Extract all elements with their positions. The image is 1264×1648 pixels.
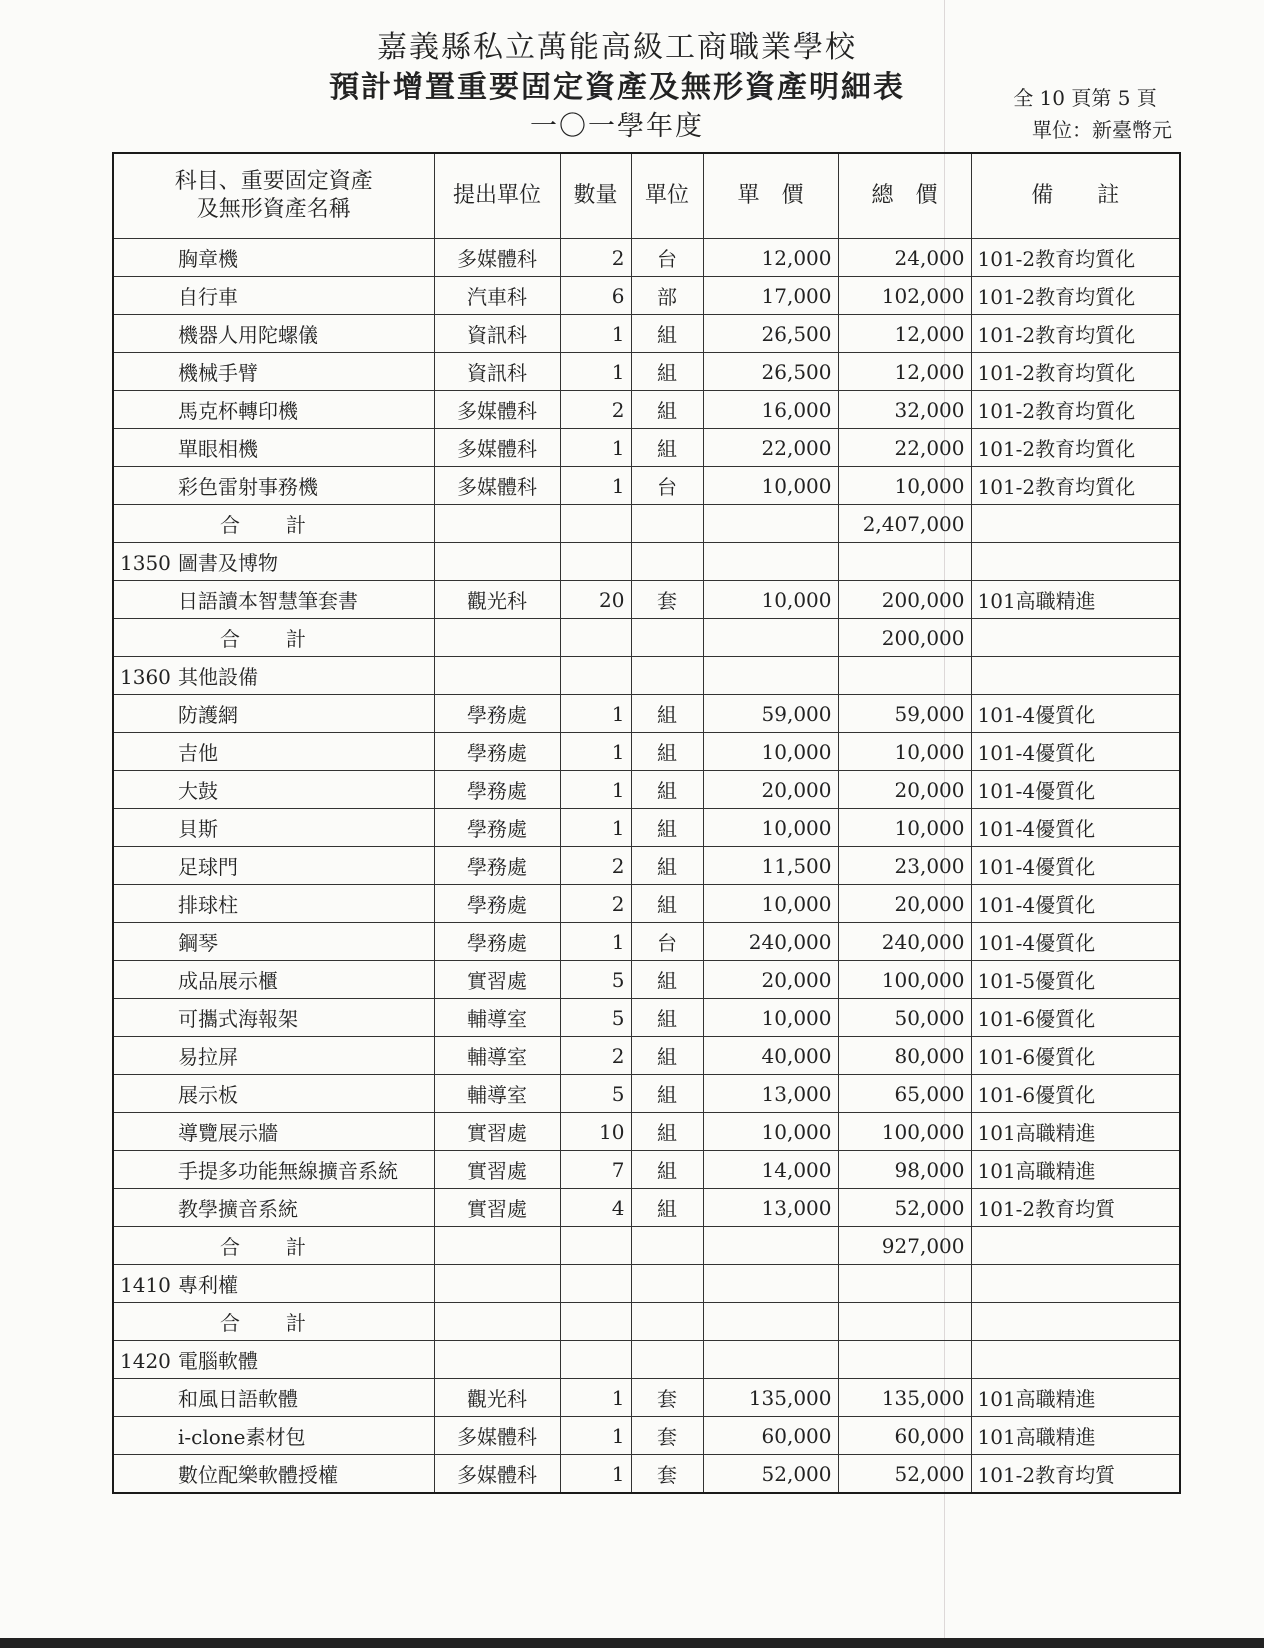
item-name-cell: [113, 961, 434, 999]
subtotal-amount: [838, 1303, 971, 1341]
table-row: [113, 353, 1180, 391]
col-header-name: 科目、重要固定資產 及無形資產名稱: [113, 153, 434, 239]
subtotal-amount: 927,000: [838, 1227, 971, 1265]
item-unit: 套: [631, 581, 703, 619]
item-name: 排球柱: [178, 893, 238, 917]
item-name-cell: [113, 1151, 434, 1189]
item-name: 大鼓: [178, 779, 218, 803]
subtotal-label: 合 計: [113, 1303, 434, 1341]
item-name: 馬克杯轉印機: [178, 399, 298, 423]
table-row: [113, 1189, 1180, 1227]
category-cell: [113, 1265, 434, 1303]
item-price: 16,000: [703, 391, 838, 429]
item-unit: 套: [631, 1379, 703, 1417]
item-remark: 101-6優質化: [971, 1075, 1180, 1113]
item-price: 14,000: [703, 1151, 838, 1189]
scan-edge: [0, 1638, 1264, 1648]
item-name: 易拉屏: [178, 1045, 238, 1069]
item-dept: 多媒體科: [434, 391, 560, 429]
item-remark: 101高職精進: [971, 1151, 1180, 1189]
document-title: 預計增置重要固定資產及無形資產明細表: [329, 70, 905, 105]
item-price: 10,000: [703, 581, 838, 619]
item-qty: 1: [560, 315, 631, 353]
item-dept: 輔導室: [434, 1037, 560, 1075]
item-dept: 資訊科: [434, 315, 560, 353]
academic-year: 一〇一學年度: [530, 111, 704, 142]
item-total: 98,000: [838, 1151, 971, 1189]
item-price: 13,000: [703, 1189, 838, 1227]
item-name-cell: [113, 771, 434, 809]
item-total: 10,000: [838, 733, 971, 771]
subtotal-label: 合 計: [113, 505, 434, 543]
item-name-cell: [113, 315, 434, 353]
table-row: [113, 733, 1180, 771]
subtotal-row: [113, 1227, 1180, 1265]
category-row: [113, 1341, 1180, 1379]
item-name-cell: [113, 581, 434, 619]
item-qty: 5: [560, 999, 631, 1037]
item-price: 20,000: [703, 771, 838, 809]
item-total: 102,000: [838, 277, 971, 315]
item-total: 59,000: [838, 695, 971, 733]
item-name: 鋼琴: [178, 931, 218, 955]
item-name: 機器人用陀螺儀: [178, 323, 318, 347]
subtotal-row: [113, 1303, 1180, 1341]
item-price: 59,000: [703, 695, 838, 733]
item-qty: 6: [560, 277, 631, 315]
item-name-cell: [113, 1037, 434, 1075]
item-total: 10,000: [838, 467, 971, 505]
table-row: [113, 771, 1180, 809]
item-qty: 10: [560, 1113, 631, 1151]
item-name-cell: [113, 1189, 434, 1227]
item-name-cell: [113, 1113, 434, 1151]
category-code: 1420: [120, 1349, 171, 1373]
item-name: 足球門: [178, 855, 238, 879]
item-unit: 組: [631, 1075, 703, 1113]
item-name: 彩色雷射事務機: [178, 475, 318, 499]
item-name-cell: [113, 467, 434, 505]
item-name: 日語讀本智慧筆套書: [178, 589, 358, 613]
item-name: 單眼相機: [178, 437, 258, 461]
item-name-cell: [113, 239, 434, 277]
item-price: 20,000: [703, 961, 838, 999]
item-remark: 101-2教育均質化: [971, 239, 1180, 277]
category-cell: [113, 543, 434, 581]
item-qty: 7: [560, 1151, 631, 1189]
item-name-cell: [113, 733, 434, 771]
item-price: 52,000: [703, 1455, 838, 1494]
item-name-cell: [113, 391, 434, 429]
item-dept: 學務處: [434, 695, 560, 733]
item-dept: 觀光科: [434, 581, 560, 619]
item-remark: 101高職精進: [971, 581, 1180, 619]
item-remark: 101-4優質化: [971, 885, 1180, 923]
item-unit: 部: [631, 277, 703, 315]
subtotal-amount: 200,000: [838, 619, 971, 657]
item-qty: 1: [560, 1379, 631, 1417]
item-remark: 101-2教育均質: [971, 1455, 1180, 1494]
item-unit: 組: [631, 999, 703, 1037]
item-price: 11,500: [703, 847, 838, 885]
item-name: 機械手臂: [178, 361, 258, 385]
category-name: 專利權: [178, 1273, 238, 1297]
item-total: 10,000: [838, 809, 971, 847]
item-total: 20,000: [838, 885, 971, 923]
item-dept: 多媒體科: [434, 429, 560, 467]
item-name: 防護網: [178, 703, 238, 727]
item-price: 10,000: [703, 885, 838, 923]
category-code: 1350: [120, 551, 171, 575]
item-remark: 101-6優質化: [971, 999, 1180, 1037]
item-dept: 實習處: [434, 1151, 560, 1189]
col-header-remark: 備 註: [971, 153, 1180, 239]
category-row: [113, 657, 1180, 695]
item-unit: 組: [631, 391, 703, 429]
item-price: 26,500: [703, 353, 838, 391]
item-total: 100,000: [838, 961, 971, 999]
table-row: [113, 809, 1180, 847]
item-total: 60,000: [838, 1417, 971, 1455]
item-name: 和風日語軟體: [178, 1387, 298, 1411]
item-remark: 101-4優質化: [971, 847, 1180, 885]
item-unit: 套: [631, 1417, 703, 1455]
item-name: 胸章機: [178, 247, 238, 271]
item-dept: 實習處: [434, 1189, 560, 1227]
item-name: 導覽展示牆: [178, 1121, 278, 1145]
item-qty: 1: [560, 809, 631, 847]
item-unit: 組: [631, 809, 703, 847]
item-unit: 組: [631, 315, 703, 353]
item-dept: 學務處: [434, 809, 560, 847]
item-qty: 1: [560, 353, 631, 391]
item-unit: 組: [631, 1151, 703, 1189]
table-row: [113, 467, 1180, 505]
table-row: [113, 1455, 1180, 1494]
item-unit: 組: [631, 961, 703, 999]
item-total: 12,000: [838, 315, 971, 353]
item-total: 100,000: [838, 1113, 971, 1151]
item-remark: 101-2教育均質化: [971, 391, 1180, 429]
item-remark: 101-2教育均質化: [971, 277, 1180, 315]
item-price: 22,000: [703, 429, 838, 467]
item-qty: 1: [560, 733, 631, 771]
item-dept: 學務處: [434, 771, 560, 809]
table-row: [113, 315, 1180, 353]
item-dept: 汽車科: [434, 277, 560, 315]
item-dept: 觀光科: [434, 1379, 560, 1417]
item-qty: 5: [560, 961, 631, 999]
item-dept: 多媒體科: [434, 1417, 560, 1455]
currency-unit: 單位：新臺幣元: [1032, 118, 1172, 142]
item-name: 展示板: [178, 1083, 238, 1107]
item-total: 50,000: [838, 999, 971, 1037]
col-header-price: 單 價: [703, 153, 838, 239]
table-row: [113, 1037, 1180, 1075]
item-dept: 多媒體科: [434, 467, 560, 505]
item-qty: 1: [560, 771, 631, 809]
item-unit: 組: [631, 885, 703, 923]
item-name-cell: [113, 923, 434, 961]
table-row: [113, 1417, 1180, 1455]
table-row: [113, 581, 1180, 619]
item-dept: 實習處: [434, 1113, 560, 1151]
table-row: [113, 1151, 1180, 1189]
item-qty: 4: [560, 1189, 631, 1227]
col-header-total: 總 價: [838, 153, 971, 239]
item-dept: 多媒體科: [434, 1455, 560, 1494]
item-price: 26,500: [703, 315, 838, 353]
table-row: [113, 885, 1180, 923]
table-row: [113, 239, 1180, 277]
item-unit: 組: [631, 429, 703, 467]
item-price: 60,000: [703, 1417, 838, 1455]
table-row: [113, 1379, 1180, 1417]
item-remark: 101高職精進: [971, 1379, 1180, 1417]
item-name: 手提多功能無線擴音系統: [178, 1159, 398, 1183]
item-dept: 實習處: [434, 961, 560, 999]
item-qty: 2: [560, 847, 631, 885]
item-unit: 組: [631, 1113, 703, 1151]
item-name-cell: [113, 1379, 434, 1417]
item-remark: 101高職精進: [971, 1417, 1180, 1455]
item-unit: 組: [631, 1037, 703, 1075]
item-price: 135,000: [703, 1379, 838, 1417]
item-total: 20,000: [838, 771, 971, 809]
item-remark: 101-4優質化: [971, 733, 1180, 771]
item-name-cell: [113, 999, 434, 1037]
item-unit: 組: [631, 771, 703, 809]
table-header-row: [113, 153, 1180, 239]
item-qty: 2: [560, 391, 631, 429]
item-qty: 1: [560, 429, 631, 467]
item-unit: 套: [631, 1455, 703, 1494]
category-cell: [113, 1341, 434, 1379]
item-dept: 輔導室: [434, 1075, 560, 1113]
category-name: 其他設備: [178, 665, 258, 689]
item-total: 23,000: [838, 847, 971, 885]
item-name: 成品展示櫃: [178, 969, 278, 993]
item-remark: 101-4優質化: [971, 809, 1180, 847]
item-qty: 1: [560, 923, 631, 961]
item-name: 教學擴音系統: [178, 1197, 298, 1221]
item-total: 12,000: [838, 353, 971, 391]
category-code: 1360: [120, 665, 171, 689]
item-qty: 20: [560, 581, 631, 619]
item-name: 可攜式海報架: [178, 1007, 298, 1031]
item-name-cell: [113, 353, 434, 391]
item-unit: 組: [631, 847, 703, 885]
subtotal-row: [113, 619, 1180, 657]
table-row: [113, 391, 1180, 429]
item-dept: 輔導室: [434, 999, 560, 1037]
item-price: 10,000: [703, 999, 838, 1037]
item-price: 12,000: [703, 239, 838, 277]
item-dept: 學務處: [434, 923, 560, 961]
item-name-cell: [113, 1417, 434, 1455]
table-row: [113, 923, 1180, 961]
item-dept: 學務處: [434, 733, 560, 771]
col-header-dept: 提出單位: [434, 153, 560, 239]
item-total: 200,000: [838, 581, 971, 619]
item-total: 24,000: [838, 239, 971, 277]
item-name: 貝斯: [178, 817, 218, 841]
subtotal-row: [113, 505, 1180, 543]
category-name: 圖書及博物: [178, 551, 278, 575]
item-dept: 多媒體科: [434, 239, 560, 277]
item-remark: 101-4優質化: [971, 695, 1180, 733]
item-unit: 組: [631, 353, 703, 391]
item-qty: 1: [560, 467, 631, 505]
item-qty: 2: [560, 239, 631, 277]
item-price: 10,000: [703, 809, 838, 847]
subtotal-label: 合 計: [113, 1227, 434, 1265]
item-unit: 台: [631, 467, 703, 505]
subtotal-label: 合 計: [113, 619, 434, 657]
item-name-cell: [113, 429, 434, 467]
item-qty: 1: [560, 695, 631, 733]
item-remark: 101-5優質化: [971, 961, 1180, 999]
item-price: 17,000: [703, 277, 838, 315]
item-price: 13,000: [703, 1075, 838, 1113]
category-row: [113, 543, 1180, 581]
item-name-cell: [113, 277, 434, 315]
item-total: 52,000: [838, 1189, 971, 1227]
item-name-cell: [113, 809, 434, 847]
table-row: [113, 847, 1180, 885]
subtotal-amount: 2,407,000: [838, 505, 971, 543]
item-remark: 101-6優質化: [971, 1037, 1180, 1075]
table-row: [113, 1075, 1180, 1113]
table-row: [113, 695, 1180, 733]
item-remark: 101-2教育均質化: [971, 315, 1180, 353]
item-unit: 台: [631, 239, 703, 277]
category-name: 電腦軟體: [178, 1349, 258, 1373]
item-total: 52,000: [838, 1455, 971, 1494]
item-remark: 101-4優質化: [971, 923, 1180, 961]
item-dept: 資訊科: [434, 353, 560, 391]
item-price: 40,000: [703, 1037, 838, 1075]
item-unit: 組: [631, 733, 703, 771]
item-name-cell: [113, 847, 434, 885]
page-indicator: 全 10 頁第 5 頁: [1013, 86, 1157, 110]
table-row: [113, 961, 1180, 999]
col-header-unit: 單位: [631, 153, 703, 239]
item-name-cell: [113, 695, 434, 733]
item-remark: 101高職精進: [971, 1113, 1180, 1151]
item-dept: 學務處: [434, 885, 560, 923]
item-price: 10,000: [703, 733, 838, 771]
item-name: 吉他: [178, 741, 218, 765]
item-remark: 101-4優質化: [971, 771, 1180, 809]
item-total: 240,000: [838, 923, 971, 961]
school-name: 嘉義縣私立萬能高級工商職業學校: [377, 30, 857, 65]
table-body: [113, 239, 1180, 1494]
category-code: 1410: [120, 1273, 171, 1297]
item-unit: 組: [631, 1189, 703, 1227]
item-dept: 學務處: [434, 847, 560, 885]
item-qty: 1: [560, 1455, 631, 1494]
item-total: 22,000: [838, 429, 971, 467]
item-name: 數位配樂軟體授權: [178, 1463, 338, 1487]
item-remark: 101-2教育均質化: [971, 353, 1180, 391]
item-name: i-clone素材包: [178, 1425, 306, 1449]
category-cell: [113, 657, 434, 695]
table-row: [113, 999, 1180, 1037]
item-remark: 101-2教育均質化: [971, 429, 1180, 467]
item-total: 65,000: [838, 1075, 971, 1113]
table-row: [113, 1113, 1180, 1151]
col-header-qty: 數量: [560, 153, 631, 239]
table-row: [113, 277, 1180, 315]
item-qty: 1: [560, 1417, 631, 1455]
asset-table: [112, 152, 1181, 1494]
item-price: 240,000: [703, 923, 838, 961]
item-unit: 台: [631, 923, 703, 961]
table-row: [113, 429, 1180, 467]
item-qty: 2: [560, 885, 631, 923]
item-qty: 2: [560, 1037, 631, 1075]
item-remark: 101-2教育均質化: [971, 467, 1180, 505]
item-name: 自行車: [178, 285, 238, 309]
item-unit: 組: [631, 695, 703, 733]
item-qty: 5: [560, 1075, 631, 1113]
item-name-cell: [113, 1455, 434, 1494]
item-name-cell: [113, 1075, 434, 1113]
item-total: 32,000: [838, 391, 971, 429]
category-row: [113, 1265, 1180, 1303]
item-total: 135,000: [838, 1379, 971, 1417]
item-price: 10,000: [703, 467, 838, 505]
item-price: 10,000: [703, 1113, 838, 1151]
item-total: 80,000: [838, 1037, 971, 1075]
item-remark: 101-2教育均質: [971, 1189, 1180, 1227]
item-name-cell: [113, 885, 434, 923]
